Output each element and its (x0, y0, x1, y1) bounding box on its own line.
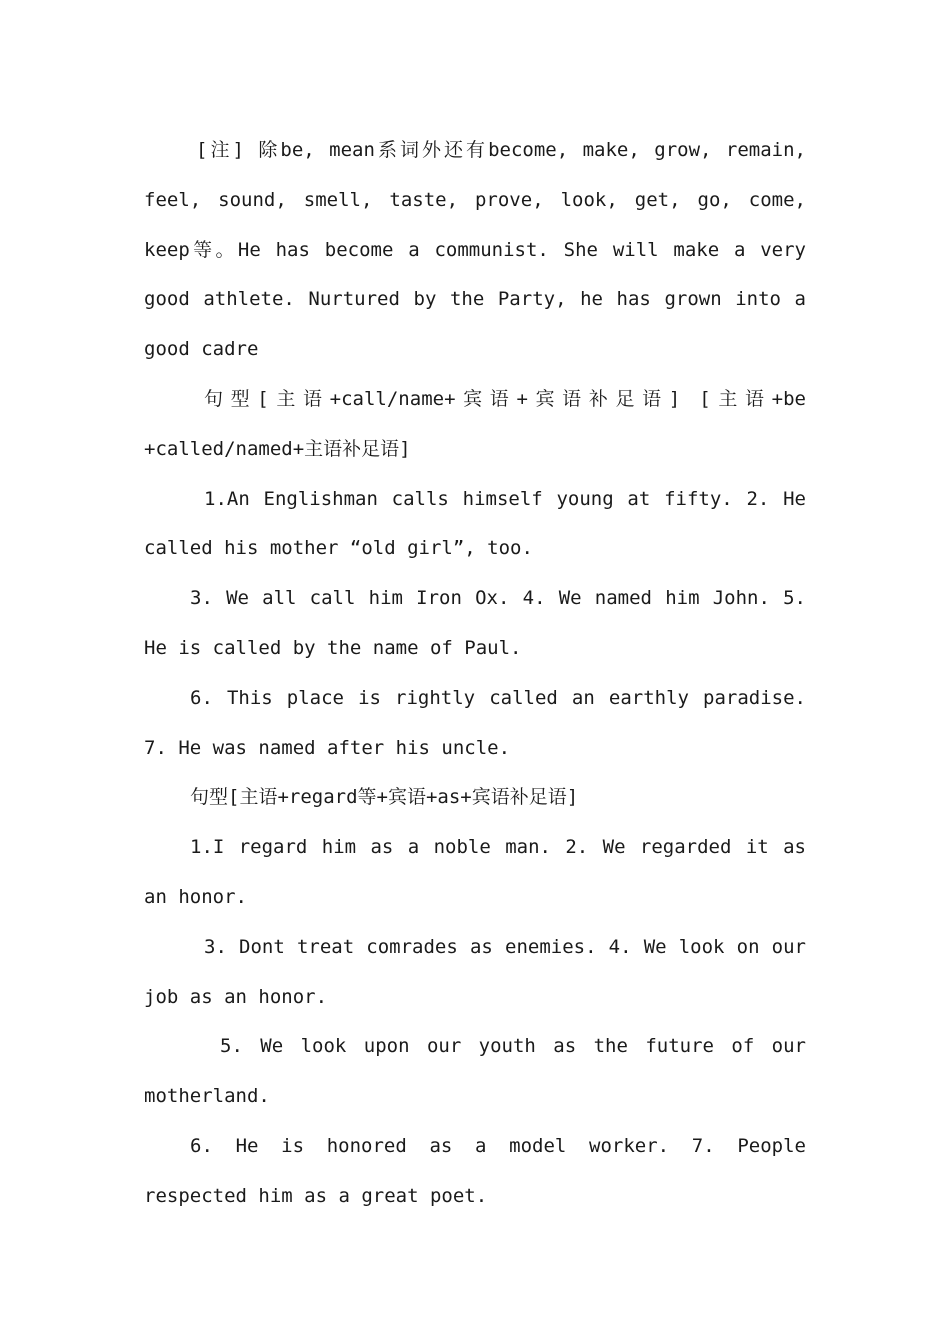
paragraph-examples-call-3: 6. This place is rightly called an earthly paradise. 7. He was named after his uncle. (144, 686, 806, 759)
paragraph-examples-regard-2: 3. Dont treat comrades as enemies. 4. We look on our job as an honor. (144, 935, 806, 1008)
paragraph-pattern-call-name: 句型[主语+call/name+宾语+宾语补足语] [主语+be +called/named+主语补足语] (144, 387, 806, 460)
document-body (144, 126, 806, 1222)
paragraph-examples-regard-3: 5. We look upon our youth as the future of our motherland. (144, 1035, 806, 1108)
paragraph-pattern-regard-as: 句型[主语+regard等+宾语+as+宾语补足语] (190, 786, 579, 809)
paragraph-examples-regard-1: 1.I regard him as a noble man. 2. We regarded it as an honor. (144, 836, 806, 908)
paragraph-note-linking-verbs: [注] 除be, mean系词外还有become, make, grow, remain, feel, sound, smell, taste, prove, look, get, go, come, keep等。He has become a communist. She will make a very good athlete. Nurtured by the Party, he has grown into a good cadre (144, 139, 806, 361)
paragraph-examples-call-2: 3. We all call him Iron Ox. 4. We named him John. 5. He is called by the name of Paul. (144, 587, 806, 659)
paragraph-examples-regard-4: 6. He is honored as a model worker. 7. People respected him as a great poet. (144, 1134, 806, 1207)
paragraph-examples-call-1: 1.An Englishman calls himself young at fifty. 2. He called his mother “old girl”, too. (144, 487, 806, 560)
